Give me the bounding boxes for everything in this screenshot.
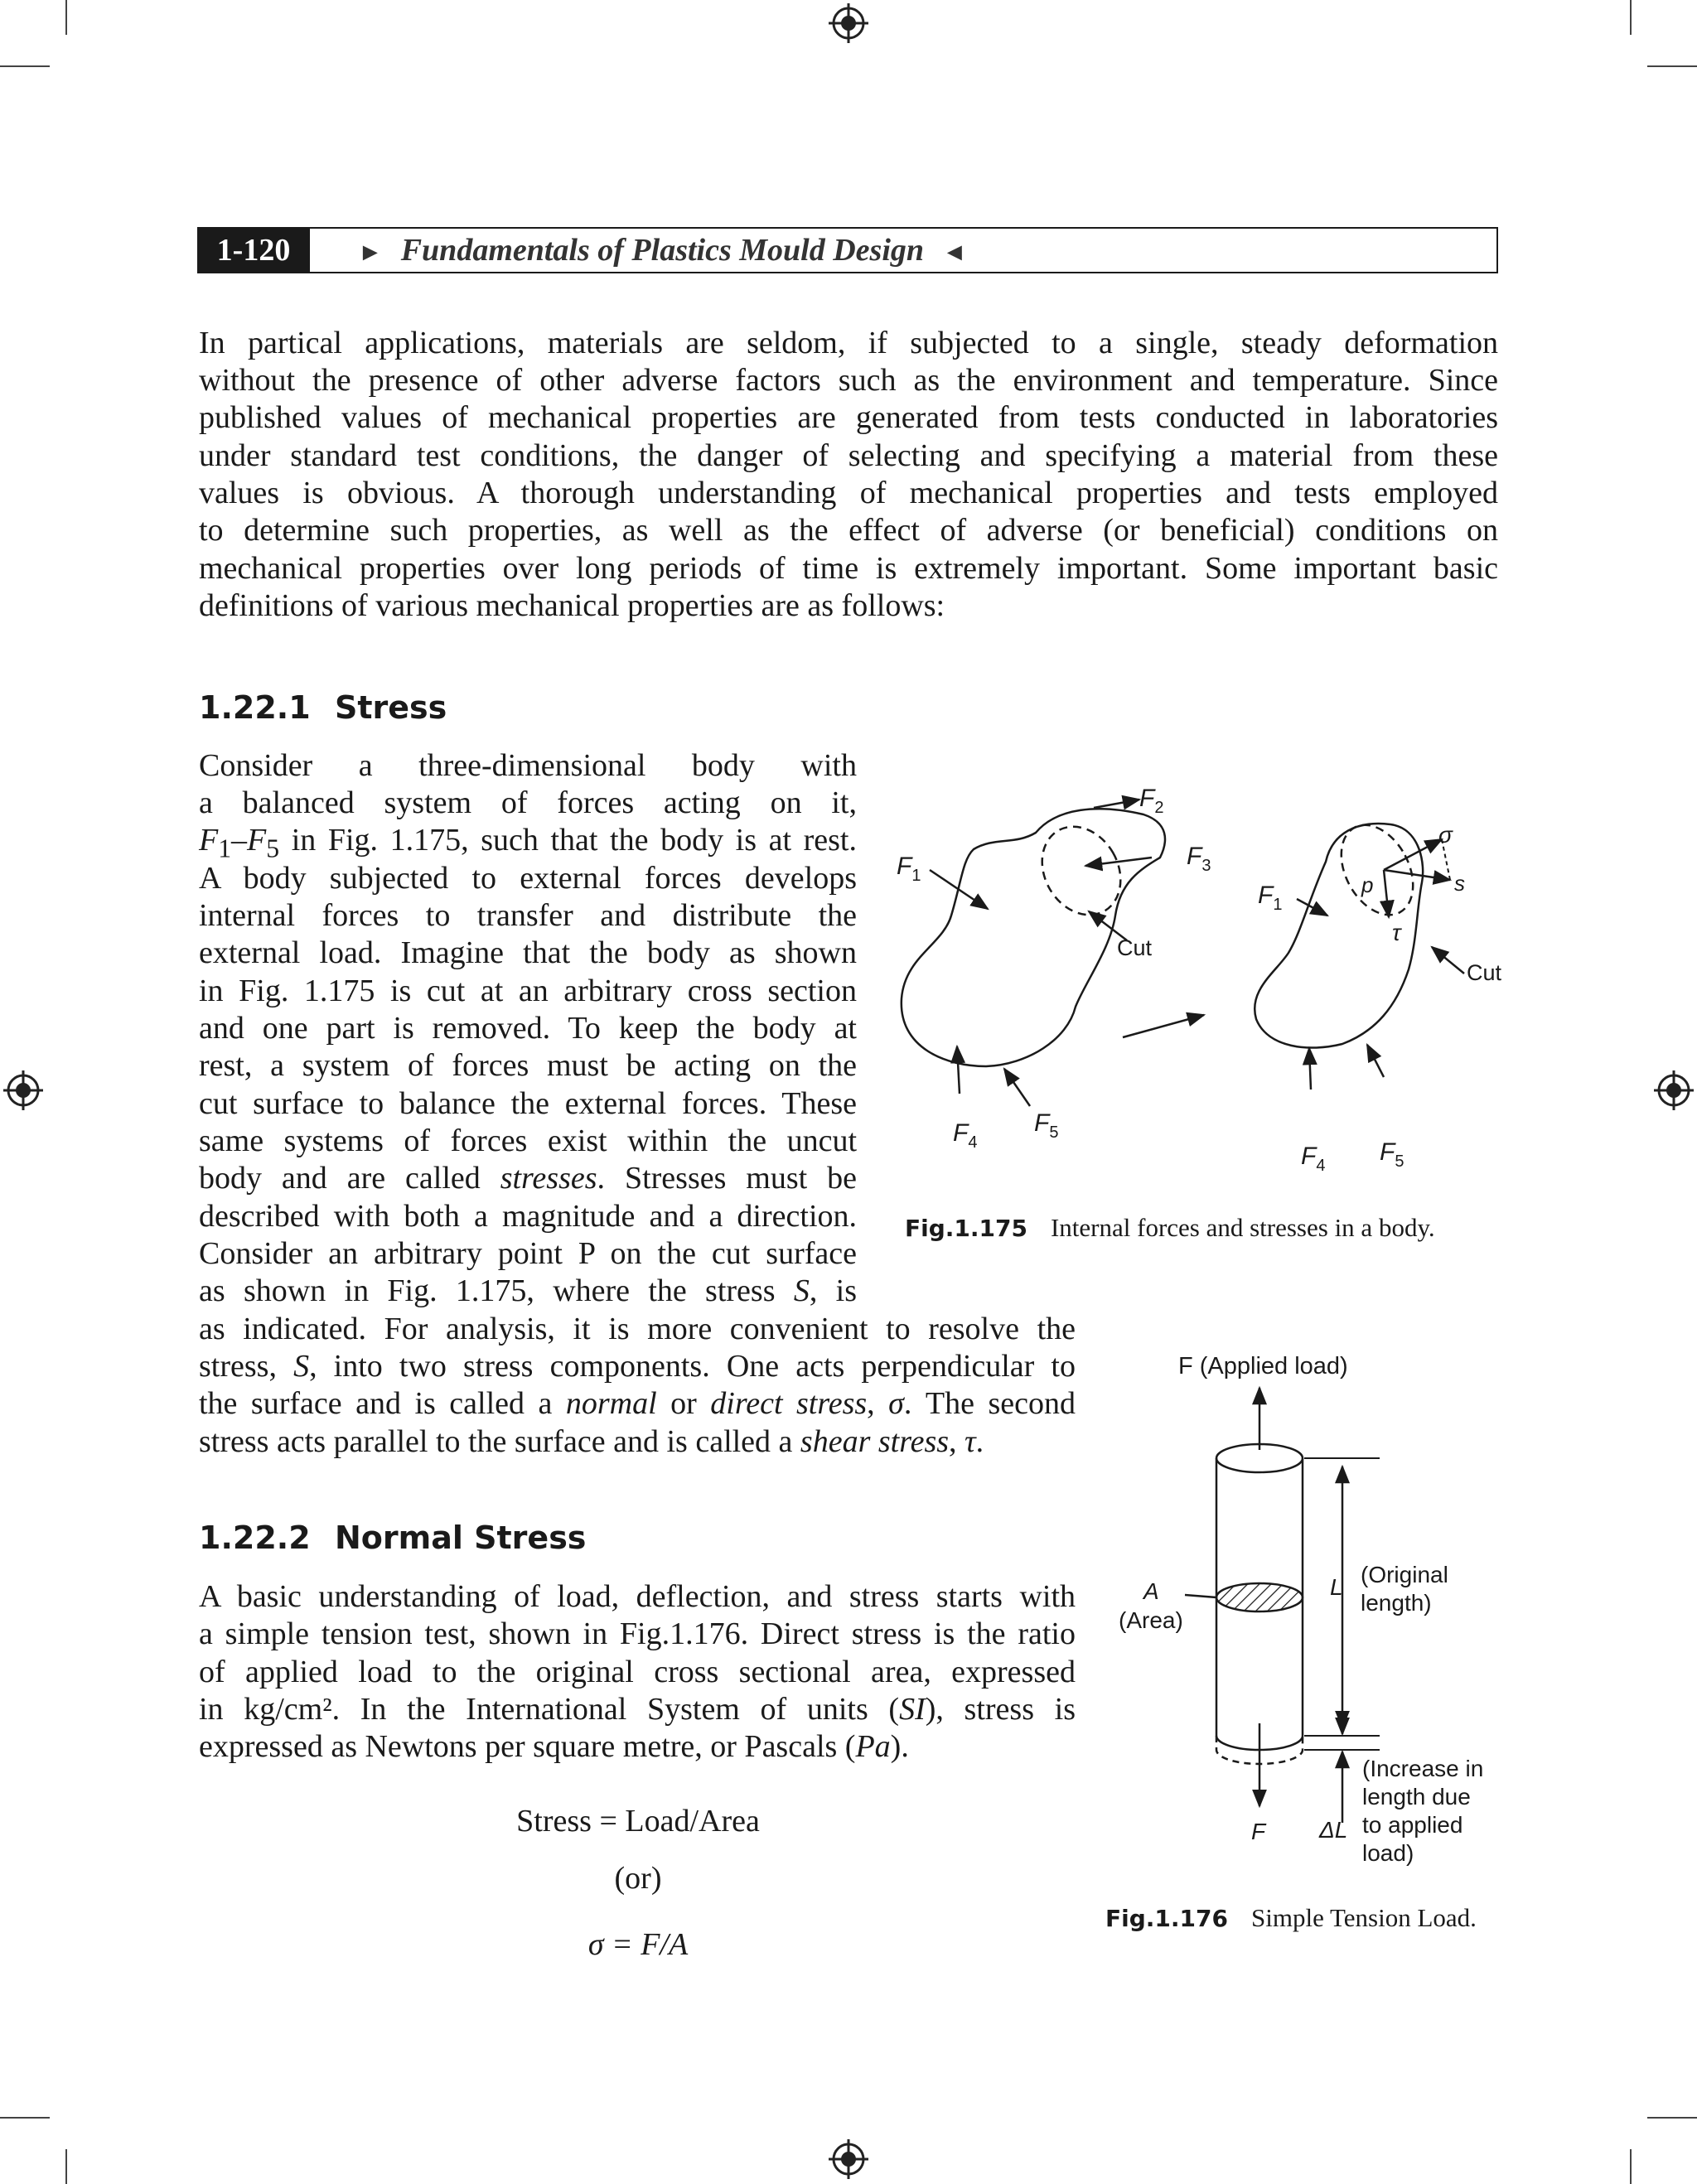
page-number: 1-120	[197, 227, 310, 273]
right-pointer-icon: ►	[358, 239, 383, 266]
label-sigma: σ	[1438, 822, 1453, 848]
equation-sigma: σ = F/A	[587, 1927, 689, 1962]
stress-line: rest, a system of forces must be acting on the	[199, 1048, 857, 1083]
label-f1-right: $F_1$	[1258, 882, 1283, 914]
label-cut-right: Cut	[1467, 960, 1502, 985]
equation-stress-load-area: Stress = Load/Area	[516, 1804, 760, 1839]
label-increase-4: load)	[1362, 1840, 1414, 1866]
section-number: 1.22.1	[199, 689, 311, 726]
force-f5-arrow	[1004, 1069, 1030, 1106]
section-title: Stress	[335, 689, 447, 726]
label-increase-1: (Increase in	[1362, 1756, 1484, 1781]
stress-line: Consider an arbitrary point P on the cut surface	[199, 1236, 857, 1271]
figure-label: Fig.1.175	[905, 1215, 1027, 1242]
normal-stress-line: in kg/cm². In the International System of units (SI), stress is	[199, 1692, 1076, 1727]
label-f2: $F_2$	[1139, 785, 1164, 817]
area-pointer	[1185, 1595, 1216, 1597]
force-f4-right-arrow	[1309, 1048, 1311, 1090]
stress-line: same systems of forces exist within the uncut	[199, 1123, 857, 1158]
label-area: (Area)	[1119, 1607, 1183, 1633]
stress-line: body and are called stresses. Stresses must be	[199, 1161, 858, 1196]
label-a: A	[1143, 1578, 1159, 1604]
section-title: Normal Stress	[335, 1520, 587, 1556]
stress-line: stress acts parallel to the surface and is called a shear stress, τ.	[199, 1424, 984, 1459]
cut-surface-ellipse	[1327, 813, 1428, 927]
label-f5-right: $F_5$	[1380, 1138, 1404, 1171]
figure-caption-text: Internal forces and stresses in a body.	[1050, 1213, 1435, 1242]
force-f2-arrow	[1094, 800, 1139, 808]
stress-line: cut surface to balance the external forces. These	[199, 1086, 857, 1121]
normal-stress-line: a simple tension test, shown in Fig.1.176. Direct stress is the ratio	[199, 1616, 1076, 1651]
normal-stress-line: expressed as Newtons per square metre, or Pascals (Pa).	[199, 1729, 909, 1764]
figure-1-176	[1102, 1342, 1516, 1889]
equation-or: (or)	[614, 1861, 662, 1896]
force-f1-right-arrow	[1297, 899, 1327, 916]
section-number: 1.22.2	[199, 1520, 311, 1556]
registration-mark-left	[3, 1070, 43, 1110]
stress-line: as shown in Fig. 1.175, where the stress S, is	[199, 1273, 857, 1308]
stress-line: external load. Imagine that the body as shown	[199, 935, 857, 970]
label-increase-3: to applied	[1362, 1812, 1463, 1838]
intro-line: In partical applications, materials are seldom, if subjected to a single, steady deformation	[199, 326, 1498, 360]
stress-line: A body subjected to external forces develops	[199, 861, 857, 896]
label-original-1: (Original	[1361, 1562, 1448, 1587]
stress-line: the surface and is called a normal or direct stress, σ. The second	[199, 1386, 1076, 1421]
figure-caption-text: Simple Tension Load.	[1250, 1903, 1477, 1932]
intro-line: to determine such properties, as well as the effect of adverse (or beneficial) conditions on	[199, 513, 1498, 548]
label-cut-left: Cut	[1117, 935, 1153, 960]
intro-line: under standard test conditions, the danger of selecting and specifying a material from these	[199, 438, 1498, 473]
cut-arrow-right	[1432, 947, 1464, 974]
intro-line: definitions of various mechanical properties are as follows:	[199, 588, 945, 623]
stress-line: and one part is removed. To keep the body at	[199, 1011, 857, 1046]
book-title: Fundamentals of Plastics Mould Design	[400, 233, 925, 268]
label-f4-left: $F_4$	[953, 1119, 978, 1152]
registration-mark-right	[1654, 1070, 1694, 1110]
stress-line: internal forces to transfer and distribute the	[199, 898, 857, 933]
left-pointer-icon: ◄	[942, 239, 967, 266]
label-delta-l: ΔL	[1319, 1817, 1348, 1843]
stress-line: in Fig. 1.175 is cut at an arbitrary cross section	[199, 974, 857, 1008]
stress-line: described with both a magnitude and a direction.	[199, 1199, 857, 1234]
intro-line: without the presence of other adverse factors such as the environment and temperature. Since	[199, 363, 1498, 398]
transition-arrow	[1123, 1015, 1204, 1037]
figure-1-175	[878, 783, 1508, 1181]
cross-section-area	[1216, 1583, 1303, 1611]
section-heading-normal-stress	[199, 1520, 586, 1556]
figure-1-176-caption	[1105, 1903, 1477, 1933]
section-heading-stress	[199, 689, 447, 726]
force-f5-right-arrow	[1367, 1045, 1384, 1077]
label-f3: $F_3$	[1187, 843, 1211, 875]
stress-line: a balanced system of forces acting on it,	[199, 785, 857, 820]
normal-stress-sigma-arrow	[1384, 839, 1442, 870]
label-f-bottom: F	[1251, 1819, 1266, 1844]
label-l: L	[1330, 1574, 1343, 1600]
force-f4-arrow	[957, 1046, 960, 1094]
registration-mark-top	[829, 3, 868, 43]
label-s: s	[1454, 871, 1465, 896]
intro-line: published values of mechanical properties are generated from tests conducted in laboratories	[199, 400, 1498, 435]
label-original-2: length)	[1361, 1590, 1432, 1616]
normal-stress-line: A basic understanding of load, deflection, and stress starts with	[199, 1579, 1076, 1614]
label-f4-right: $F_4$	[1301, 1143, 1326, 1175]
label-tau: τ	[1392, 920, 1401, 945]
stress-line: Consider a three-dimensional body with	[199, 748, 857, 783]
stress-line: stress, S, into two stress components. One acts perpendicular to	[199, 1349, 1076, 1384]
intro-line: values is obvious. A thorough understanding of mechanical properties and tests employed	[199, 476, 1498, 510]
registration-mark-bottom	[829, 2139, 868, 2179]
label-applied-load: F (Applied load)	[1178, 1353, 1348, 1379]
force-f3-arrow	[1085, 858, 1152, 866]
normal-stress-line: of applied load to the original cross sectional area, expressed	[199, 1655, 1076, 1689]
force-f1-arrow	[930, 870, 988, 909]
stress-s-arrow	[1384, 870, 1450, 880]
book-title-bar	[340, 227, 985, 273]
label-p: p	[1361, 872, 1374, 897]
figure-label: Fig.1.176	[1105, 1905, 1228, 1932]
stress-line: as indicated. For analysis, it is more convenient to resolve the	[199, 1312, 1076, 1346]
figure-1-175-caption	[905, 1213, 1435, 1243]
cut-section-ellipse	[1027, 813, 1136, 930]
stress-line: $F_1-F_5$ in Fig. 1.175, such that the body is at rest.	[199, 823, 857, 863]
shear-stress-tau-arrow	[1384, 870, 1389, 917]
label-f5-left: $F_5$	[1034, 1109, 1059, 1142]
label-f1-left: $F_1$	[897, 853, 921, 885]
intro-line: mechanical properties over long periods of time is extremely important. Some important basic	[199, 551, 1498, 586]
label-increase-2: length due	[1362, 1784, 1471, 1810]
